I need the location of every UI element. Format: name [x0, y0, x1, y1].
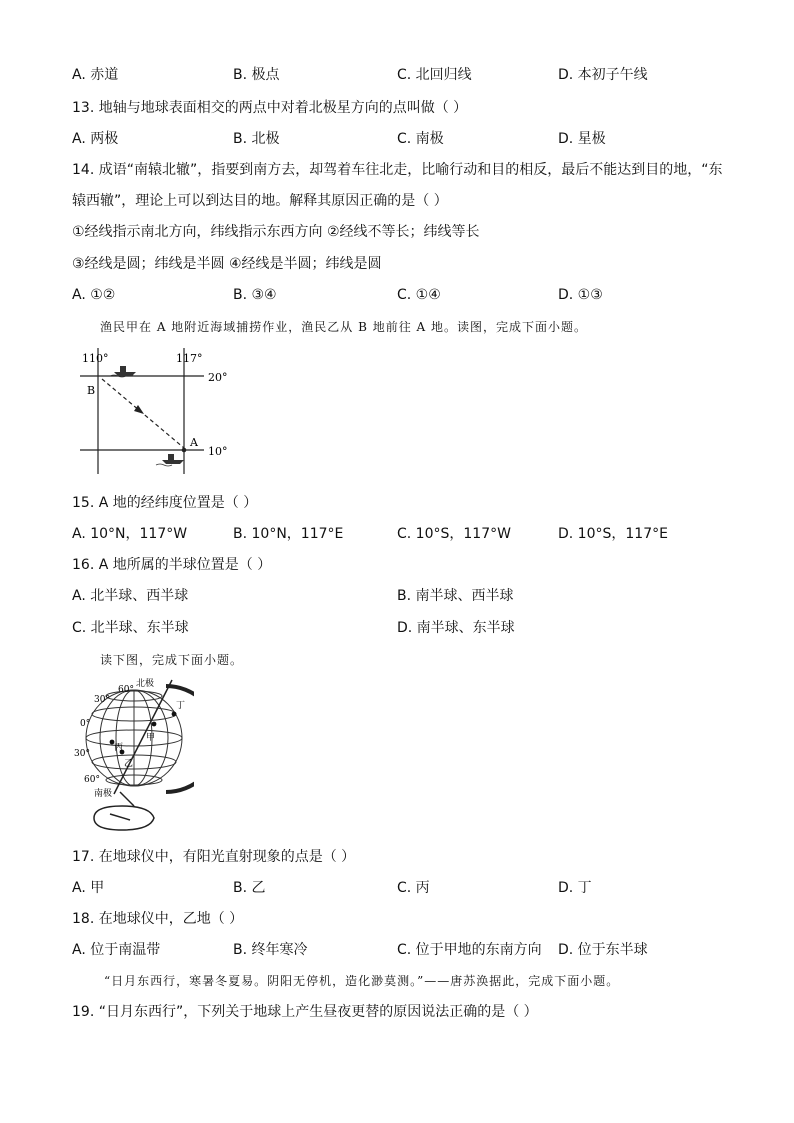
q17-option-a: A. 甲 — [72, 880, 105, 896]
point-ding-dot — [172, 712, 177, 717]
globe-figure — [74, 674, 194, 836]
lat-30-top-label: 30° — [94, 695, 110, 705]
q14-option-c: C. ①④ — [397, 287, 441, 303]
point-yi-label: 乙 — [124, 759, 134, 769]
q18-option-a: A. 位于南温带 — [72, 942, 161, 958]
point-bing-label: 丙 — [114, 743, 124, 753]
question-19-stem: 19. “日月东西行”，下列关于地球上产生昼夜更替的原因说法正确的是（ ） — [72, 1004, 538, 1020]
north-pole-label: 北极 — [136, 679, 155, 689]
q18-option-c: C. 位于甲地的东南方向 — [397, 942, 542, 958]
q15-option-c: C. 10°S，117°W — [397, 526, 511, 542]
q14-option-b: B. ③④ — [233, 287, 277, 303]
section-intro-poem: “日月东西行，寒暑冬夏易。阴阳无停机，造化渺莫测。”——唐苏涣据此，完成下面小题。 — [104, 974, 620, 988]
q12-option-d: D. 本初子午线 — [558, 67, 648, 83]
q16-option-a: A. 北半球、西半球 — [72, 588, 189, 604]
question-13-stem: 13. 地轴与地球表面相交的两点中对着北极星方向的点叫做（ ） — [72, 100, 468, 116]
boat-icon-top — [110, 366, 136, 377]
q13-option-c: C. 南极 — [397, 131, 444, 147]
question-14-statement-2: ③经线是圆；纬线是半圆 ④经线是半圆；纬线是圆 — [72, 256, 382, 272]
question-16-stem: 16. A 地所属的半球位置是（ ） — [72, 557, 272, 573]
boat-icon-bottom — [156, 454, 184, 466]
question-14-stem-line2: 辕西辙”，理论上可以到达目的地。解释其原因正确的是（ ） — [72, 193, 448, 209]
q15-option-d: D. 10°S，117°E — [558, 526, 668, 542]
question-15-stem: 15. A 地的经纬度位置是（ ） — [72, 495, 258, 511]
section-intro-globe: 读下图，完成下面小题。 — [100, 653, 244, 667]
point-a-label: A — [190, 436, 198, 449]
q17-option-b: B. 乙 — [233, 880, 266, 896]
point-jia-dot — [152, 722, 157, 727]
lat-0-label: 0° — [80, 719, 91, 729]
lon-label-right: 117° — [176, 352, 203, 365]
q14-option-a: A. ①② — [72, 287, 116, 303]
lat-60-top-label: 60° — [118, 685, 134, 695]
question-14-stem-line1: 14. 成语“南辕北辙”，指要到南方去，却驾着车往北走，比喻行动和目的相反，最后不能达到目的地，“东 — [72, 162, 723, 178]
q15-option-b: B. 10°N，117°E — [233, 526, 344, 542]
question-14-statement-1: ①经线指示南北方向，纬线指示东西方向 ②经线不等长；纬线等长 — [72, 224, 480, 240]
lat-30-bottom-label: 30° — [74, 749, 90, 759]
q13-option-d: D. 星极 — [558, 131, 606, 147]
point-jia-label: 甲 — [146, 733, 156, 743]
q16-option-d: D. 南半球、东半球 — [397, 620, 515, 636]
q12-option-c: C. 北回归线 — [397, 67, 472, 83]
point-b-label: B — [87, 384, 96, 397]
q13-option-a: A. 两极 — [72, 131, 119, 147]
q16-option-c: C. 北半球、东半球 — [72, 620, 189, 636]
q17-option-d: D. 丁 — [558, 880, 592, 896]
lat-60-bottom-label: 60° — [84, 775, 100, 785]
q12-option-b: B. 极点 — [233, 67, 280, 83]
section-intro-map: 渔民甲在 A 地附近海域捕捞作业，渔民乙从 B 地前往 A 地。读图，完成下面小题。 — [100, 320, 588, 334]
q16-option-b: B. 南半球、西半球 — [397, 588, 514, 604]
q12-option-a: A. 赤道 — [72, 67, 119, 83]
q13-option-b: B. 北极 — [233, 131, 280, 147]
question-17-stem: 17. 在地球仪中，有阳光直射现象的点是（ ） — [72, 849, 356, 865]
lat-label-bottom: 10° — [208, 445, 228, 458]
q18-option-b: B. 终年寒冷 — [233, 942, 308, 958]
question-18-stem: 18. 在地球仪中，乙地（ ） — [72, 911, 244, 927]
point-ding-label: 丁 — [176, 701, 186, 711]
q18-option-d: D. 位于东半球 — [558, 942, 648, 958]
south-pole-label: 南极 — [94, 789, 113, 799]
q17-option-c: C. 丙 — [397, 880, 430, 896]
q15-option-a: A. 10°N，117°W — [72, 526, 188, 542]
route-arrow-head — [134, 405, 144, 414]
lon-label-left: 110° — [82, 352, 109, 365]
q14-option-d: D. ①③ — [558, 287, 603, 303]
lat-lon-map-figure — [76, 348, 246, 480]
lat-label-top: 20° — [208, 371, 228, 384]
